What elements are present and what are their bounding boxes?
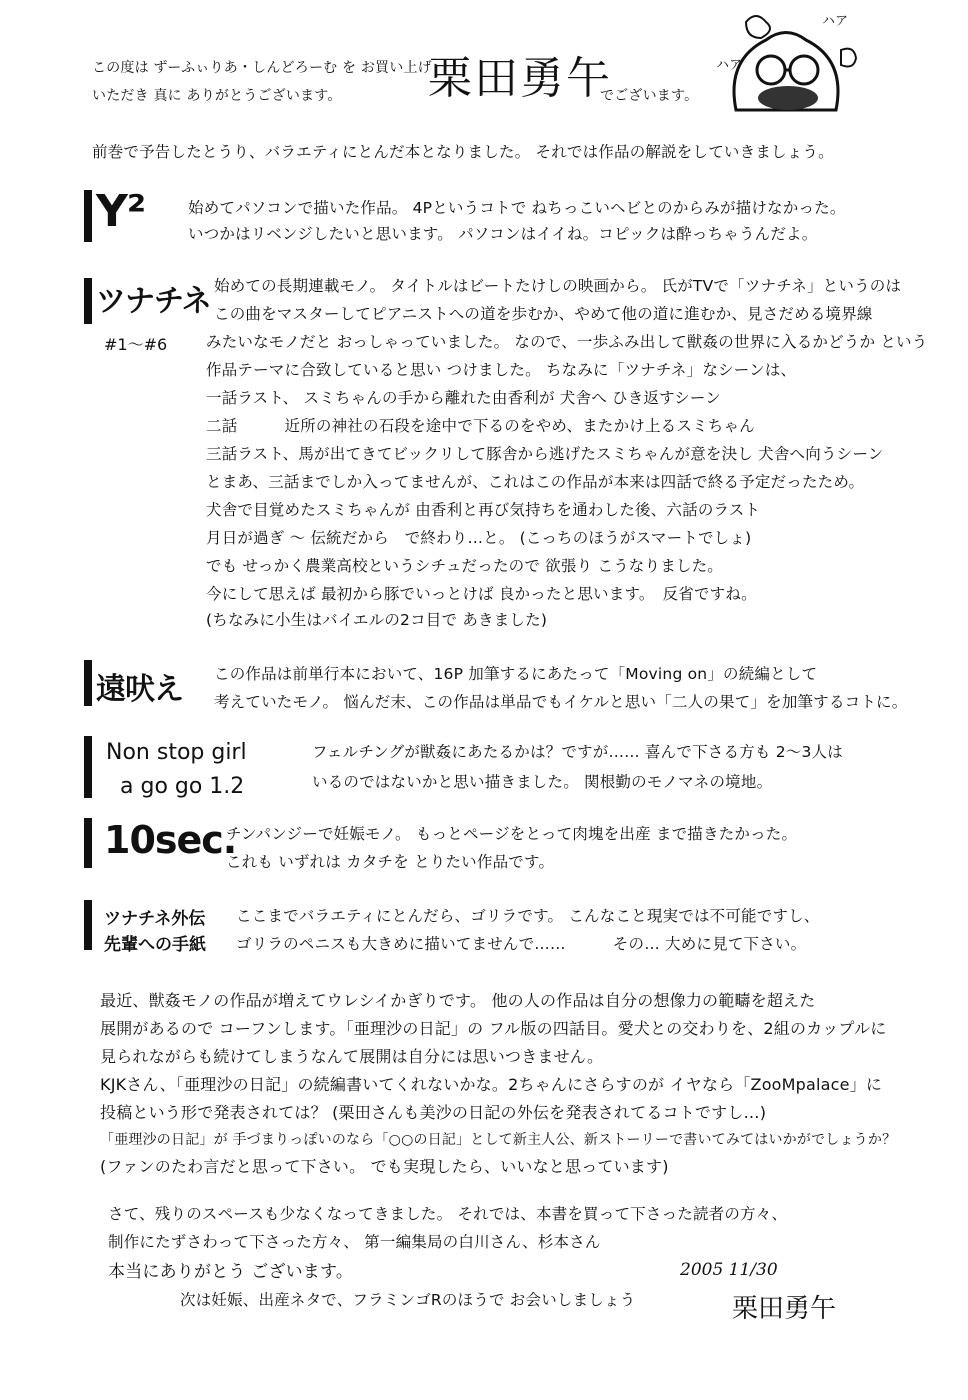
section-title-10sec: 10sec. xyxy=(104,818,237,862)
closing-line-1: 最近、獣姦モノの作品が増えてウレシイかぎりです。 他の人の作品は自分の想像力の範疇を超えた xyxy=(100,991,816,1010)
section-bar xyxy=(84,190,92,242)
section-tsunachine-line-13: (ちなみに小生はバイエルの2コ目で あきました) xyxy=(206,611,548,629)
section-tsunachine-line-11: でも せっかく農業高校というシチュだったので 欲張り こうなりました。 xyxy=(206,557,724,575)
section-nonstop-line-2: いるのではないかと思い描きました。 関根勤のモノマネの境地。 xyxy=(312,773,773,791)
closing-line-3: 見られながらも続けてしまうなんて展開は自分には思いつきません。 xyxy=(100,1047,604,1066)
intro-line-1-end: でございます。 xyxy=(600,88,699,104)
section-y2-line-1: 始めてパソコンで描いた作品。 4Pというコトで ねちっこいヘビとのからみが描けなかった。 xyxy=(188,199,846,217)
section-nonstop-line-1: フェルチングが獣姦にあたるかは？ですが…… 喜んで下さる方も 2～3人は xyxy=(312,743,843,761)
section-title-tsunachine: ツナチネ xyxy=(96,284,211,319)
closing-line-6: 「亜理沙の日記」が 手づまりっぽいのなら「○○の日記」として新主人公、新ストーリーで書いてみてはいかがでしょうか？ xyxy=(100,1132,897,1148)
section-gaiden-line-2: ゴリラのペニスも大きめに描いてませんで…… その… 大めに見て下さい。 xyxy=(236,935,807,953)
section-title-gaiden: ツナチネ外伝 xyxy=(104,909,206,929)
section-tsunachine-line-3: みたいなモノだと おっしゃっていました。 なので、一歩ふみ出して獣姦の世界に入るかどうか という xyxy=(206,333,928,351)
thanks-line-3: 本当にありがとう ございます。 xyxy=(108,1262,354,1282)
section-tsunachine-line-12: 今にして思えば 最初から豚でいっとけば 良かったと思います。 反省ですね。 xyxy=(206,585,757,603)
section-tsunachine-line-4: 作品テーマに合致していると思い つけました。 ちなみに「ツナチネ」なシーンは、 xyxy=(206,361,797,379)
closing-line-2: 展開があるので コーフンします。「亜理沙の日記」の フル版の四話目。愛犬との交わりを、2組のカップルに xyxy=(100,1019,887,1038)
self-portrait xyxy=(716,10,866,130)
section-10sec-line-1: チンパンジーで妊娠モノ。 もっとページをとって肉塊を出産 まで描きたかった。 xyxy=(226,825,798,843)
section-bar xyxy=(84,660,92,706)
section-tsunachine-line-8: とまあ、三話までしか入ってませんが、これはこの作品が本来は四話で終る予定だったため。 xyxy=(206,473,865,491)
section-gaiden-sub: 先輩への手紙 xyxy=(104,935,206,955)
closing-line-7: (ファンのたわ言だと思って下さい。 でも実現したら、いいなと思っています) xyxy=(100,1157,669,1176)
section-tsunachine-line-9: 犬舎で目覚めたスミちゃんが 由香利と再び気持ちを通わした後、六話のラスト xyxy=(206,501,761,519)
section-bar xyxy=(84,736,92,798)
section-bar xyxy=(84,900,92,950)
sfx-right: ハア xyxy=(822,14,849,29)
intro-line-1: この度は ずーふぃりあ・しんどろーむ を お買い上げ xyxy=(92,60,432,76)
section-tsunachine-line-1: 始めての長期連載モノ。 タイトルはビートたけしの映画から。 氏がTVで「ツナチネ」というのは xyxy=(214,277,902,295)
section-10sec-line-2: これも いずれは カタチを とりたい作品です。 xyxy=(226,853,555,871)
signature: 栗田勇午 xyxy=(732,1294,837,1324)
section-y2-line-2: いつかはリベンジしたいと思います。 パソコンはイイね。コピックは酔っちゃうんだよ。 xyxy=(188,225,818,243)
thanks-line-2: 制作にたずさわって下さった方々、 第一編集局の白川さん、杉本さん xyxy=(108,1233,601,1251)
sfx-left: ハア xyxy=(716,58,743,73)
section-tsunachine-episodes: #1～#6 xyxy=(104,335,168,354)
closing-line-4: KJKさん、「亜理沙の日記」の続編書いてくれないかな。2ちゃんにさらすのが イヤなら「ZooMpalace」に xyxy=(100,1075,883,1094)
date: 2005 11/30 xyxy=(680,1260,778,1280)
section-bar xyxy=(84,818,92,868)
intro-line-2: いただき 真に ありがとうございます。 xyxy=(92,88,342,104)
section-title-nonstop: Non stop girl xyxy=(106,740,247,765)
author-name-title: 栗田勇午 xyxy=(428,53,612,104)
section-tsunachine-line-10: 月日が過ぎ ～ 伝統だから で終わり…と。 (こっちのほうがスマートでしょ) xyxy=(206,529,752,547)
section-tsunachine-line-2: この曲をマスターしてピアニストへの道を歩むか、やめて他の道に進むか、見さだめる境界線 xyxy=(214,305,873,323)
section-tsunachine-line-5: 一話ラスト、 スミちゃんの手から離れた由香利が 犬舎へ ひき返すシーン xyxy=(206,389,721,407)
section-tsunachine-line-7: 三話ラスト、馬が出てきてビックリして豚舎から逃げたスミちゃんが意を決し 犬舎へ向うシーン xyxy=(206,445,884,463)
section-toboe-line-2: 考えていたモノ。 悩んだ末、この作品は単品でもイケルと思い「二人の果て」を加筆するコトに。 xyxy=(214,693,908,711)
section-title-y2: Y² xyxy=(96,186,146,237)
intro-note: 前巻で予告したとうり、バラエティにとんだ本となりました。 それでは作品の解説をしていきましょう。 xyxy=(92,143,834,161)
section-tsunachine-line-6: 二話 近所の神社の石段を途中で下るのをやめ、またかけ上るスミちゃん xyxy=(206,417,755,435)
section-toboe-line-1: この作品は前単行本において、16P 加筆するにあたって「Moving on」の続編として xyxy=(214,665,818,683)
section-bar xyxy=(84,278,92,324)
thanks-line-4: 次は妊娠、出産ネタで、フラミンゴRのほうで お会いしましょう xyxy=(180,1291,636,1309)
closing-line-5: 投稿という形で発表されては？ (栗田さんも美沙の日記の外伝を発表されてるコトですし…) xyxy=(100,1103,767,1122)
section-title-toboe: 遠吠え xyxy=(96,672,183,707)
thanks-line-1: さて、残りのスペースも少なくなってきました。 それでは、本書を買って下さった読者の方々、 xyxy=(108,1205,788,1223)
section-nonstop-sub: a go go 1.2 xyxy=(120,774,245,799)
section-gaiden-line-1: ここまでバラエティにとんだら、ゴリラです。 こんなこと現実では不可能ですし、 xyxy=(236,907,820,925)
